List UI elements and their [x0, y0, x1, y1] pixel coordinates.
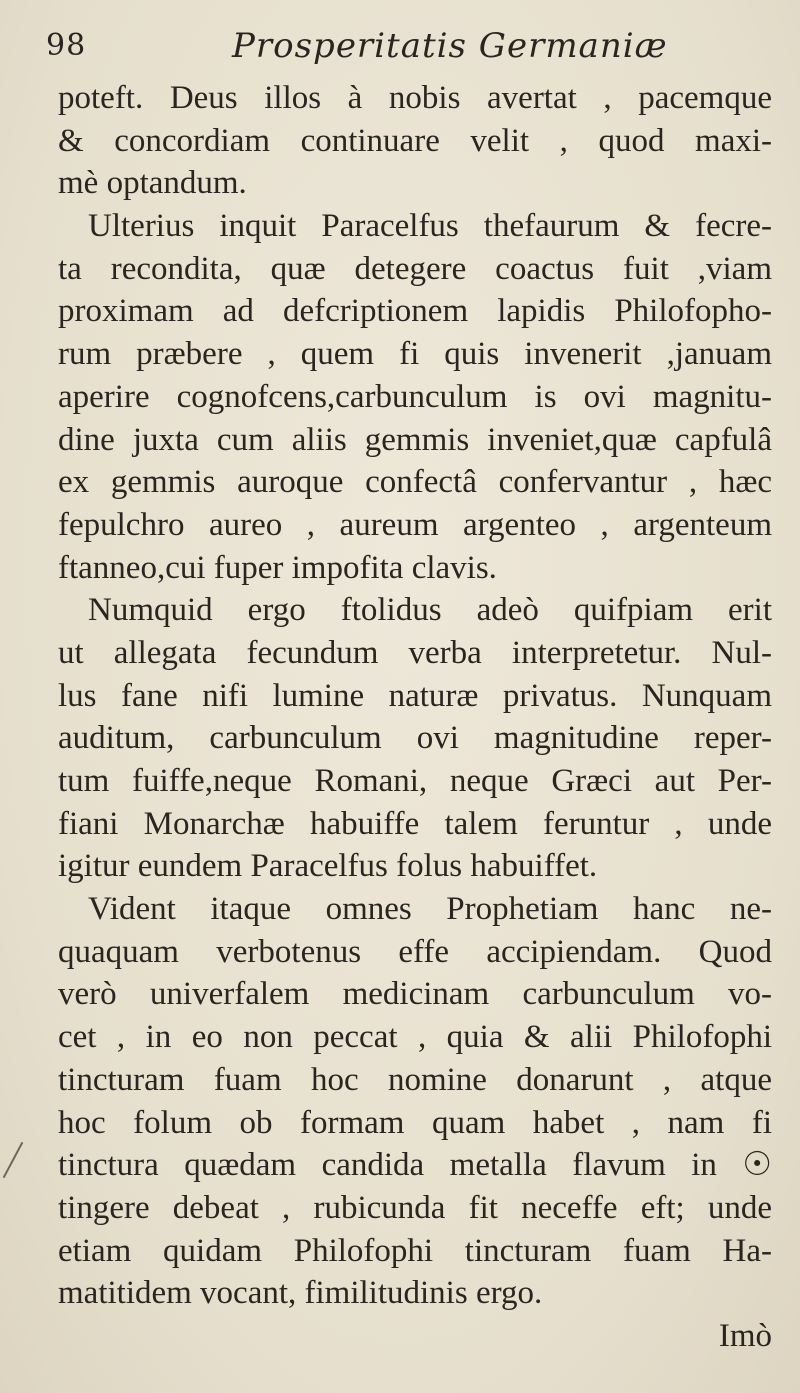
- running-title: Prosperitatis Germaniæ: [232, 26, 668, 66]
- page-header: [46, 14, 766, 66]
- text-line: verò univerfalem medicinam carbunculum vo-: [58, 976, 772, 1013]
- text-line: & concordiam continuare velit , quod maxi-: [58, 122, 772, 159]
- text-line: ta recondita, quæ detegere coactus fuit ,viam: [58, 250, 772, 287]
- catchword: Imò: [718, 1317, 772, 1354]
- body-text: [58, 77, 772, 1358]
- text-line: lus fane nifi lumine naturæ privatus. Nunquam: [58, 677, 772, 714]
- text-line: ex gemmis auroque confectâ confervantur , hæc: [58, 464, 772, 501]
- text-line: Numquid ergo ftolidus adeò quifpiam erit: [88, 592, 772, 629]
- text-line: auditum, carbunculum ovi magnitudine reper-: [58, 720, 772, 757]
- text-line: tinctura quædam candida metalla flavum in ☉: [58, 1147, 772, 1184]
- text-line: proximam ad defcriptionem lapidis Philofopho-: [58, 293, 772, 330]
- text-line: mè optandum.: [58, 165, 247, 202]
- text-line: matitidem vocant, fimilitudinis ergo.: [58, 1275, 543, 1312]
- text-line: poteft. Deus illos à nobis avertat , pacemque: [58, 80, 772, 116]
- text-line: fiani Monarchæ habuiffe talem feruntur , unde: [58, 805, 772, 842]
- text-line: ut allegata fecundum verba interpretetur. Nul-: [58, 634, 772, 671]
- page-number: 98: [46, 28, 87, 63]
- text-line: rum præbere , quem fi quis invenerit ,januam: [58, 336, 772, 373]
- text-line: Ulterius inquit Paracelfus thefaurum & fecre-: [88, 208, 772, 245]
- text-line: igitur eundem Paracelfus folus habuiffet.: [58, 848, 598, 885]
- margin-pen-mark: [3, 1142, 24, 1178]
- text-line: tingere debeat , rubicunda fit neceffe eft; unde: [58, 1189, 772, 1226]
- text-line: cet , in eo non peccat , quia & alii Philofophi: [58, 1019, 772, 1056]
- text-line: aperire cognofcens,carbunculum is ovi magnitu-: [58, 378, 772, 415]
- text-line: dine juxta cum aliis gemmis inveniet,quæ capfulâ: [58, 421, 772, 458]
- text-line: etiam quidam Philofophi tincturam fuam Ha-: [58, 1232, 772, 1269]
- text-line: fepulchro aureo , aureum argenteo , argenteum: [58, 506, 772, 543]
- text-line: tincturam fuam hoc nomine donarunt , atque: [58, 1061, 772, 1098]
- text-line: quaquam verbotenus effe accipiendam. Quod: [58, 933, 772, 970]
- text-line: ftanneo,cui fuper impofita clavis.: [58, 549, 497, 586]
- text-line: tum fuiffe,neque Romani, neque Græci aut Per-: [58, 763, 772, 799]
- text-line: Vident itaque omnes Prophetiam hanc ne-: [88, 891, 772, 928]
- text-line: hoc folum ob formam quam habet , nam fi: [58, 1104, 772, 1141]
